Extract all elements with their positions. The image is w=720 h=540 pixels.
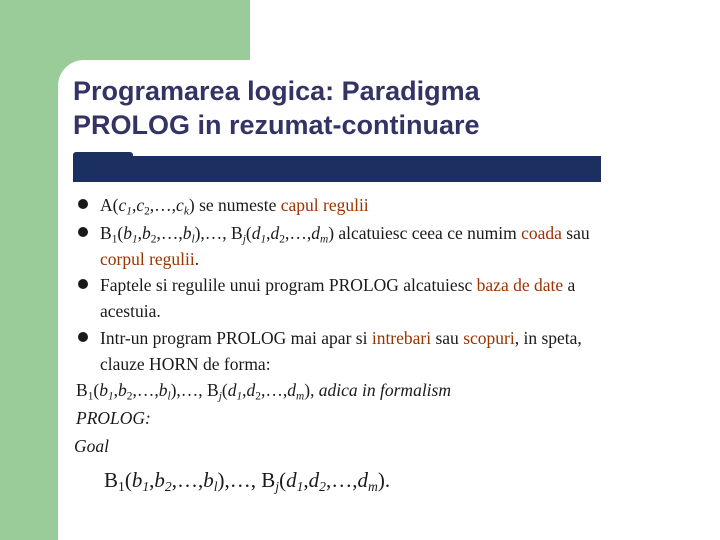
tail-line-2: PROLOG: <box>76 408 151 428</box>
bullet-1-text: $A(c_1,c_2,\dots,c_k)$ se numeste capul regulii <box>100 195 369 218</box>
bullet-dot <box>78 279 88 289</box>
goal-formula: $B_1(b_1,b_2,\dots,b_l),\dots$, $B_j(d_1,d_2,\dots,d_m)$. <box>104 468 391 495</box>
tail-line-1: $B_1(b_1,b_2,\dots,b_l),\dots$, $B_j(d_1,d_2,\dots,d_m)$, adica in formalism <box>76 380 451 403</box>
highlight-corpul-regulii: corpul regulii <box>100 249 195 269</box>
highlight-capul-regulii: capul regulii <box>280 195 369 215</box>
highlight-baza-de-date: baza de date <box>476 275 564 295</box>
bullet-3-text: Faptele si regulile unui program PROLOG alcatuiesc baza de date a acestuia. <box>100 275 576 321</box>
slide-title-line-1: Programarea logica: Paradigma <box>73 76 480 106</box>
slide-title-line-2: PROLOG in rezumat-continuare <box>73 110 480 140</box>
bullet-dot <box>78 332 88 342</box>
bullet-2-text: $B_1(b_1,b_2,\dots,b_l),\dots$, $B_j(d_1,d_2,\dots,d_m)$ alcatuiesc ceea ce numim coada sau corpul regulii. <box>100 223 590 269</box>
highlight-coada: coada <box>521 223 562 243</box>
tail-line-3: Goal <box>74 436 109 456</box>
bullet-dot <box>78 199 88 209</box>
highlight-scopuri: scopuri <box>463 328 515 348</box>
bullet-dot <box>78 227 88 237</box>
bullet-4-text: Intr-un program PROLOG mai apar si intrebari sau scopuri, in speta, clauze HORN de forma: <box>100 328 582 374</box>
highlight-intrebari: intrebari <box>371 328 432 348</box>
